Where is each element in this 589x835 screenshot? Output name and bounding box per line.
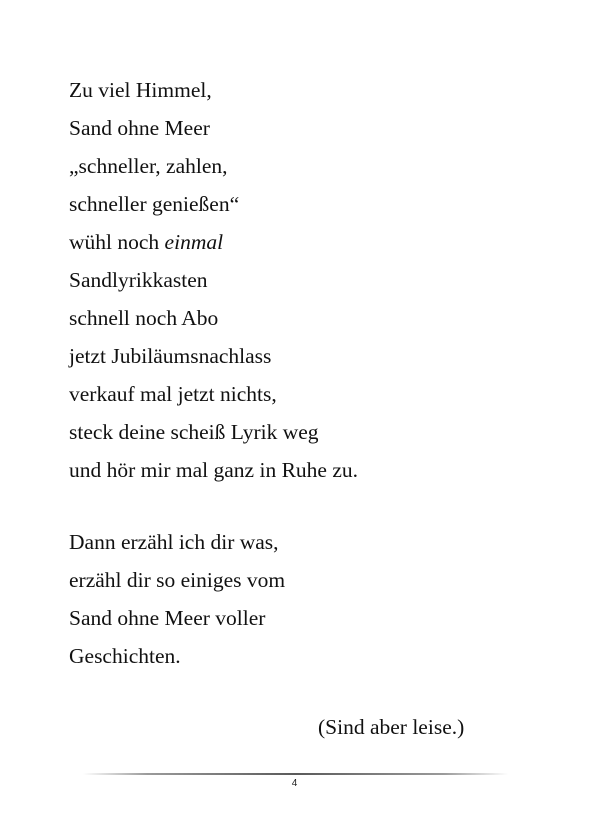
poem-stanza-1 <box>69 71 358 489</box>
poem-line: Sand ohne Meer <box>69 116 210 140</box>
poem-line-text: wühl noch <box>69 230 165 254</box>
poem-line <box>69 223 358 261</box>
footer-divider <box>83 773 508 775</box>
poem-line: erzähl dir so einiges vom <box>69 568 286 592</box>
poem-line: und hör mir mal ganz in Ruhe zu. <box>69 458 358 482</box>
poem-line: schneller genießen“ <box>69 192 240 216</box>
poem-line: verkauf mal jetzt nichts, <box>69 382 277 406</box>
poem-coda: (Sind aber leise.) <box>318 715 465 739</box>
poem-stanza-2 <box>69 523 285 675</box>
poem-line: „schneller, zahlen, <box>69 154 228 178</box>
poem-line: schnell noch Abo <box>69 306 219 330</box>
poem-line: Zu viel Himmel, <box>69 78 212 102</box>
poem-line: Sand ohne Meer voller <box>69 606 266 630</box>
poem-line: Dann erzähl ich dir was, <box>69 530 279 554</box>
poem-line: Sandlyrikkasten <box>69 268 208 292</box>
page-number: 4 <box>291 778 298 789</box>
poem-line: jetzt Jubiläumsnachlass <box>69 344 272 368</box>
poem-line: steck deine scheiß Lyrik weg <box>69 420 319 444</box>
poem-line-italic-word: einmal <box>164 230 224 254</box>
poem-line: Geschichten. <box>69 644 181 668</box>
